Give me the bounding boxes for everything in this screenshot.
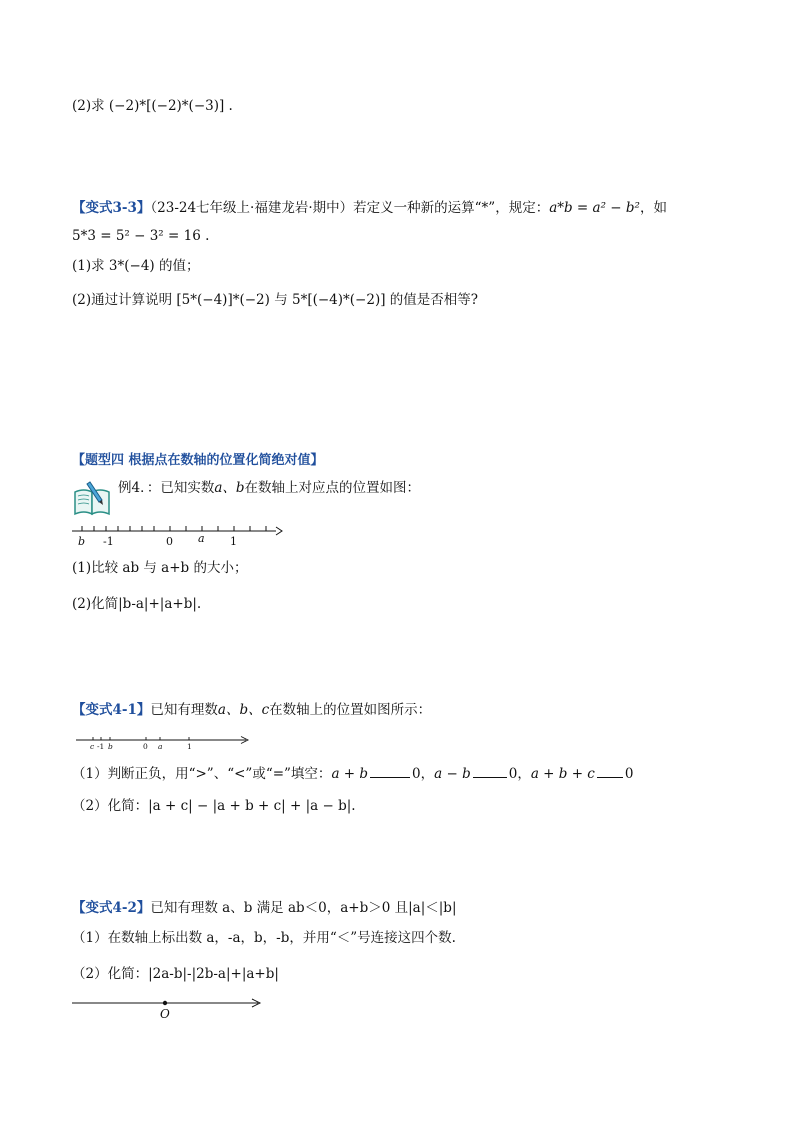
var41-part2: （2）化简：|a + c| − |a + b + c| + |a − b|. xyxy=(72,798,356,814)
blank-1[interactable] xyxy=(370,763,410,778)
var41-comma-2: ， xyxy=(517,766,531,782)
var33-rule: a*b = a² − b² xyxy=(549,200,640,216)
var41-part1-prefix: （1）判断正负，用“>”、“<”或“=”填空： xyxy=(72,766,332,782)
origin-point xyxy=(163,1001,167,1005)
var41-comma-1: ， xyxy=(420,766,435,782)
var41-line1 xyxy=(72,700,431,720)
book-pencil-icon xyxy=(72,478,112,518)
type4-heading: 【题型四 根据点在数轴的位置化简绝对值】 xyxy=(72,453,324,468)
var33-tag: 【变式3-3】 xyxy=(72,200,151,216)
blank-3[interactable] xyxy=(597,763,623,778)
axis-label-c: c xyxy=(90,742,95,751)
axis-label-0-s: 0 xyxy=(143,742,148,751)
var41-text: 已知有理数 xyxy=(150,702,218,718)
var42-part1: （1）在数轴上标出数 a，-a，b，-b，并用“＜”号连接这四个数. xyxy=(72,930,456,946)
var41-zero-3: 0 xyxy=(624,766,634,782)
var33-example: 5*3 = 5² − 3² = 16 . xyxy=(72,228,210,244)
var33-rule-suffix: ，如 xyxy=(639,200,667,216)
axis-label-1: 1 xyxy=(230,535,237,548)
var33-part1: (1)求 3*(−4) 的值； xyxy=(72,258,200,274)
blank-2[interactable] xyxy=(473,763,507,778)
var42-number-line xyxy=(72,995,264,1025)
var41-part1 xyxy=(72,763,633,784)
var33-source: （23-24七年级上·福建龙岩·期中）若定义一种新的运算“*”，规定： xyxy=(150,200,550,216)
type4-example-vars: a、b xyxy=(214,480,245,496)
var41-expr1: a + b xyxy=(331,766,369,782)
var41-expr3: a + b + c xyxy=(530,766,595,782)
type4-part2: (2)化简|b-a|+|a+b|. xyxy=(72,596,202,612)
type4-part1: (1)比较 ab 与 a+b 的大小； xyxy=(72,560,248,576)
var42-part2: （2）化简：|2a-b|-|2b-a|+|a+b| xyxy=(72,966,279,982)
var41-zero-1: 0 xyxy=(412,766,421,782)
type4-example-line xyxy=(118,478,420,498)
var41-zero-2: 0 xyxy=(508,766,518,782)
var41-vars: a、b、c xyxy=(217,702,270,718)
var41-text2: 在数轴上的位置如图所示： xyxy=(269,702,432,718)
type4-example-text: 在数轴上对应点的位置如图： xyxy=(244,480,421,496)
var42-text: 已知有理数 a、b 满足 ab＜0，a+b＞0 且|a|＜|b| xyxy=(150,900,457,916)
axis-label-neg1: -1 xyxy=(103,535,114,548)
var42-line1 xyxy=(72,898,457,918)
origin-label: O xyxy=(160,1007,170,1021)
type4-example-label: 例4．：已知实数 xyxy=(118,480,215,496)
example4-number-line xyxy=(72,522,282,552)
var41-expr2: a − b xyxy=(434,766,471,782)
axis-label-1-s: 1 xyxy=(187,742,192,751)
var42-tag: 【变式4-2】 xyxy=(72,900,151,916)
var41-number-line xyxy=(76,734,252,752)
var41-tag: 【变式4-1】 xyxy=(72,702,151,718)
axis-label-a-s: a xyxy=(158,742,163,751)
axis-label-b-s: b xyxy=(108,742,113,751)
axis-label-0: 0 xyxy=(166,535,173,548)
var33-line1 xyxy=(72,198,667,218)
axis-label-a: a xyxy=(198,532,205,545)
q32-part2: (2)求 (−2)*[(−2)*(−3)] . xyxy=(72,98,233,114)
axis-label-b: b xyxy=(78,535,86,548)
axis-label-neg1-s: -1 xyxy=(97,742,105,751)
var33-part2: (2)通过计算说明 [5*(−4)]*(−2) 与 5*[(−4)*(−2)] 的值是否相等? xyxy=(72,292,479,308)
